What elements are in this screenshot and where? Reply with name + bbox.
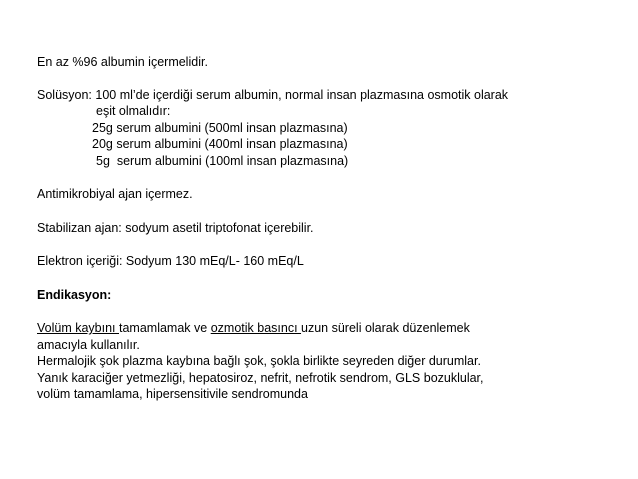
solusyon-line: Solüsyon: 100 ml’de içerdiği serum albumin, normal insan plazmasına osmotik olarak bbox=[37, 88, 509, 102]
ozmotik-basinc-term: ozmotik basıncı bbox=[210, 321, 302, 335]
indication-line-3: Hermalojik şok plazma kaybına bağlı şok, şokla birlikte seyreden diğer durumlar. bbox=[37, 354, 481, 368]
solusyon-continuation: eşit olmalıdır: bbox=[96, 104, 171, 118]
dose-line-1: 25g serum albumini (500ml insan plazmasına) bbox=[92, 121, 348, 135]
dose-line-3: 5g serum albumini (100ml insan plazmasına) bbox=[96, 154, 349, 168]
indication-text-2: uzun süreli olarak düzenlemek bbox=[301, 321, 470, 335]
indication-text-1: tamamlamak ve bbox=[119, 321, 211, 335]
stabilizan-line: Stabilizan ajan: sodyum asetil triptofonat içerebilir. bbox=[37, 221, 314, 235]
dose-line-2: 20g serum albumini (400ml insan plazmasına) bbox=[92, 137, 348, 151]
albumin-line: En az %96 albumin içermelidir. bbox=[37, 55, 208, 69]
indication-line-5: volüm tamamlama, hipersensitivile sendromunda bbox=[37, 387, 308, 401]
volum-kaybi-term: Volüm kaybını bbox=[37, 321, 119, 335]
indication-line-2: amacıyla kullanılır. bbox=[37, 338, 140, 352]
endikasyon-heading: Endikasyon: bbox=[37, 288, 112, 302]
elektron-line: Elektron içeriği: Sodyum 130 mEq/L- 160 mEq/L bbox=[37, 254, 304, 268]
indication-line-4: Yanık karaciğer yetmezliği, hepatosiroz, nefrit, nefrotik sendrom, GLS bozuklular, bbox=[37, 371, 484, 385]
antimikrobiyal-line: Antimikrobiyal ajan içermez. bbox=[37, 187, 193, 201]
indication-line-1 bbox=[37, 321, 470, 336]
